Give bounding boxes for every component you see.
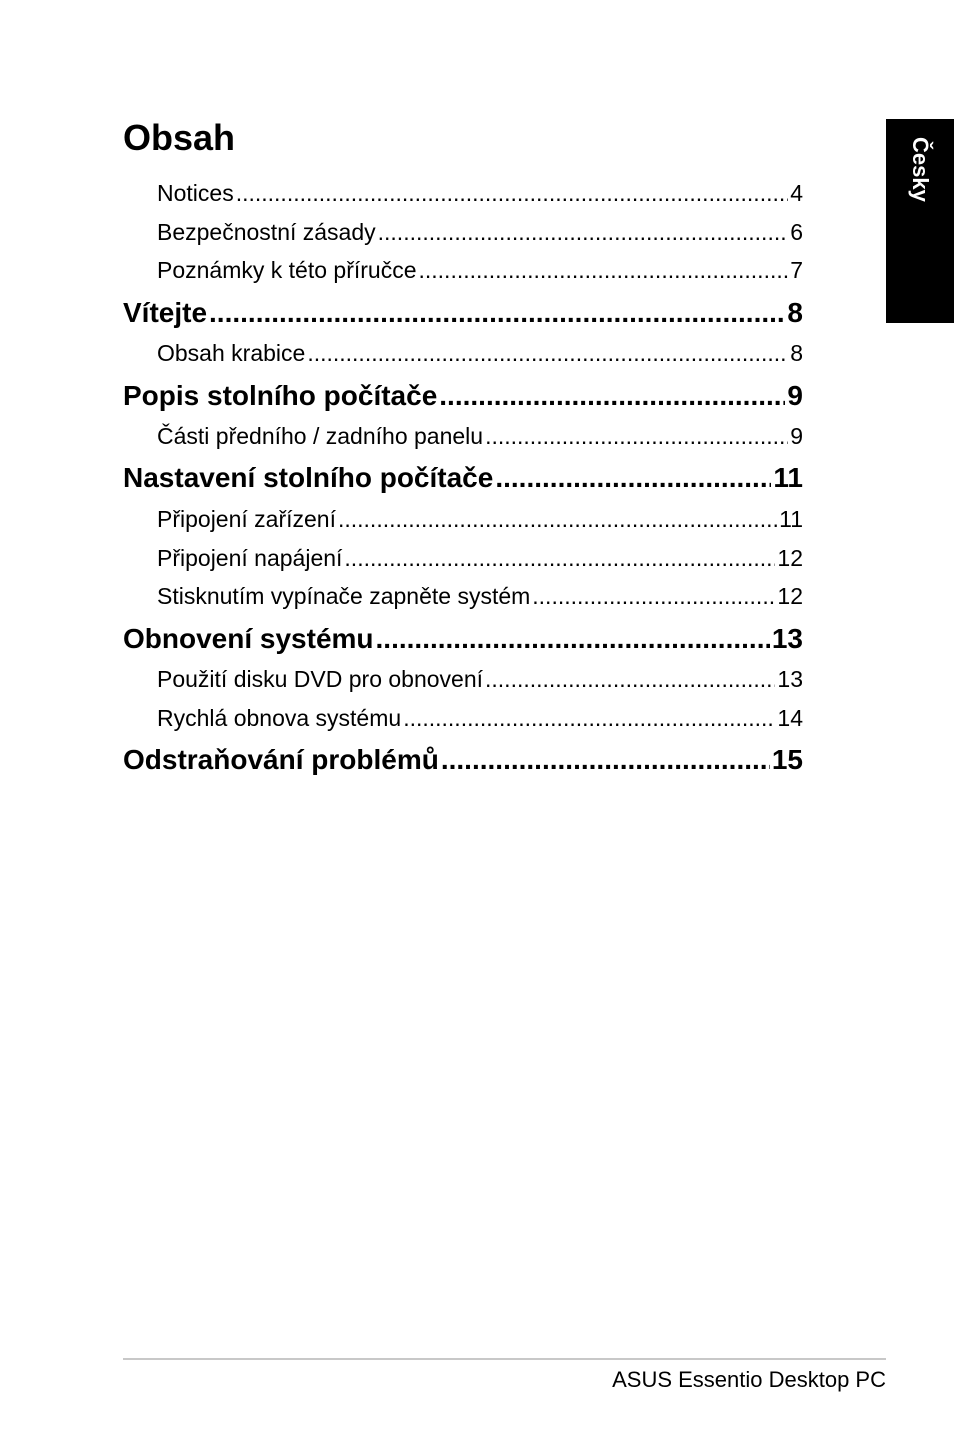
footer-product-name: ASUS Essentio Desktop PC bbox=[612, 1367, 886, 1392]
toc-section[interactable] bbox=[123, 743, 803, 777]
toc-section-label: Vítejte bbox=[123, 297, 208, 328]
toc-entry[interactable] bbox=[157, 581, 803, 611]
toc-section-page: 11 bbox=[773, 462, 803, 493]
toc-entry[interactable] bbox=[157, 703, 803, 733]
toc-entry[interactable] bbox=[157, 664, 803, 694]
toc-dot-leader bbox=[441, 743, 770, 777]
toc-section-label: Nastavení stolního počítače bbox=[123, 462, 494, 493]
toc-section[interactable] bbox=[123, 296, 803, 330]
toc-entry[interactable] bbox=[157, 178, 803, 208]
toc-entry-page: 12 bbox=[777, 545, 803, 571]
toc-entry-label: Části předního / zadního panelu bbox=[157, 423, 484, 449]
toc-section-page: 8 bbox=[787, 297, 803, 328]
toc-section-page: 15 bbox=[771, 744, 803, 775]
toc-entry-page: 12 bbox=[777, 583, 803, 609]
toc-dot-leader bbox=[307, 338, 788, 368]
toc-entry-page: 4 bbox=[790, 180, 803, 206]
toc-dot-leader bbox=[236, 178, 789, 208]
toc-dot-leader bbox=[209, 296, 785, 330]
toc-entry-label: Obsah krabice bbox=[157, 340, 306, 366]
page-title: Obsah bbox=[123, 117, 236, 158]
toc-section-label: Popis stolního počítače bbox=[123, 380, 438, 411]
toc-section-page: 13 bbox=[771, 623, 803, 654]
toc-section[interactable] bbox=[123, 379, 803, 413]
toc-dot-leader bbox=[532, 581, 775, 611]
toc-entry-label: Notices bbox=[157, 180, 234, 206]
toc-entry[interactable] bbox=[157, 217, 803, 247]
toc-entry-page: 11 bbox=[779, 506, 803, 532]
toc-entry-label: Poznámky k této příručce bbox=[157, 257, 417, 283]
toc-section[interactable] bbox=[123, 461, 803, 495]
toc-dot-leader bbox=[485, 664, 775, 694]
toc-entry-label: Rychlá obnova systému bbox=[157, 705, 402, 731]
toc-entry-label: Bezpečnostní zásady bbox=[157, 219, 376, 245]
toc-section-label: Odstraňování problémů bbox=[123, 744, 439, 775]
toc-section-page: 9 bbox=[787, 380, 803, 411]
toc-entry-page: 6 bbox=[790, 219, 803, 245]
footer-divider bbox=[123, 1358, 886, 1360]
toc-entry-label: Stisknutím vypínače zapněte systém bbox=[157, 583, 531, 609]
toc-dot-leader bbox=[403, 703, 775, 733]
toc-entry-page: 14 bbox=[777, 705, 803, 731]
toc-section[interactable] bbox=[123, 622, 803, 656]
toc-dot-leader bbox=[485, 421, 788, 451]
toc-entry-label: Připojení napájení bbox=[157, 545, 343, 571]
toc-entry-page: 9 bbox=[790, 423, 803, 449]
toc-entry[interactable] bbox=[157, 504, 803, 534]
language-tab-label: Česky bbox=[908, 137, 933, 202]
toc-dot-leader bbox=[439, 379, 785, 413]
language-side-tab bbox=[886, 119, 954, 323]
toc-dot-leader bbox=[419, 255, 789, 285]
toc-entry-page: 13 bbox=[777, 666, 803, 692]
toc-dot-leader bbox=[495, 461, 771, 495]
toc-dot-leader bbox=[378, 217, 789, 247]
toc-dot-leader bbox=[338, 504, 777, 534]
toc-entry[interactable] bbox=[157, 338, 803, 368]
toc-dot-leader bbox=[344, 543, 775, 573]
toc-section-label: Obnovení systému bbox=[123, 623, 374, 654]
toc-entry-page: 8 bbox=[790, 340, 803, 366]
toc-entry-label: Použití disku DVD pro obnovení bbox=[157, 666, 484, 692]
toc-dot-leader bbox=[376, 622, 770, 656]
toc-entry-label: Připojení zařízení bbox=[157, 506, 336, 532]
toc-entry-page: 7 bbox=[790, 257, 803, 283]
toc-entry[interactable] bbox=[157, 543, 803, 573]
toc-entry[interactable] bbox=[157, 421, 803, 451]
toc-entry[interactable] bbox=[157, 255, 803, 285]
